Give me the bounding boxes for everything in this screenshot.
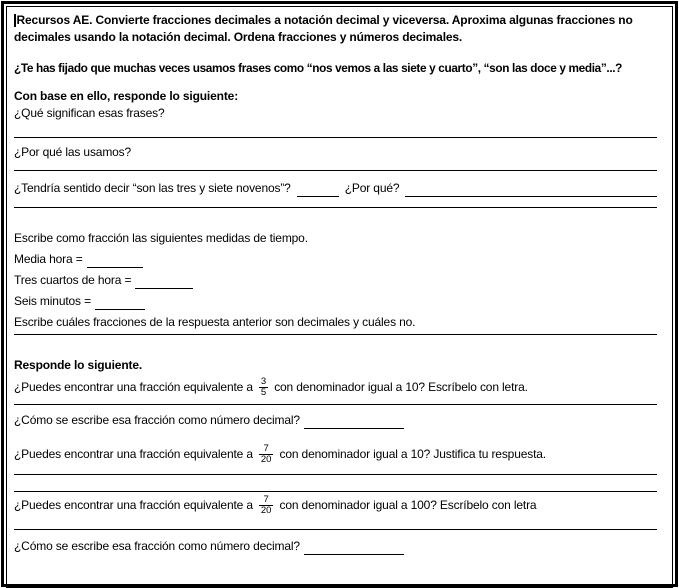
question-decimal-2 [14, 538, 657, 555]
time-item-label: Media hora = [14, 252, 83, 266]
time-instruction: Escribe como fracción las siguientes medidas de tiempo. [14, 231, 308, 245]
question-sense-text: ¿Tendría sentido decir “son las tres y siete novenos”? [14, 181, 291, 195]
answer-blank[interactable] [304, 541, 404, 555]
fraction-7-20 [259, 444, 274, 465]
fraction-denominator: 20 [260, 454, 272, 465]
time-item-media-hora [14, 251, 657, 268]
question-text: con denominador igual a 10? Escríbelo con letra. [274, 380, 528, 394]
question-meaning: ¿Qué significan esas frases? [14, 106, 165, 120]
fraction-numerator: 3 [260, 376, 267, 387]
base-heading: Con base en ello, responde lo siguiente: [14, 89, 239, 103]
lesson-title: Recursos AE. Convierte fracciones decimales a notación decimal y viceversa. Aproxima algunas fracciones no decimales usando la notación decimal. Ordena fracciones y números decimales. [14, 13, 633, 44]
worksheet-content [14, 12, 657, 555]
question-decimal-1 [14, 412, 657, 429]
question-text: ¿Puedes encontrar una fracción equivalente a [14, 380, 253, 394]
answer-line[interactable] [14, 404, 657, 405]
text-cursor [14, 14, 16, 27]
question-text: ¿Puedes encontrar una fracción equivalente a [14, 498, 253, 512]
question-which-decimals: Escribe cuáles fracciones de la respuesta anterior son decimales y cuáles no. [14, 315, 416, 329]
answer-blank[interactable] [304, 415, 404, 429]
question-text: con denominador igual a 100? Escríbelo con letra [279, 498, 537, 512]
time-item-label: Seis minutos = [14, 294, 91, 308]
answer-line[interactable] [14, 137, 657, 138]
question-text: ¿Puedes encontrar una fracción equivalente a [14, 447, 253, 461]
question-equivalent-7-20-den10 [14, 444, 657, 465]
fraction-numerator: 7 [263, 494, 269, 505]
fraction-denominator: 5 [260, 387, 267, 398]
answer-line[interactable] [14, 529, 657, 530]
lesson-title-row [14, 12, 657, 46]
question-equivalent-3-5 [14, 377, 657, 398]
answer-line[interactable] [14, 334, 657, 335]
answer-blank[interactable] [95, 296, 145, 310]
answer-blank[interactable] [87, 254, 143, 268]
answer-blank[interactable] [297, 192, 339, 197]
question-text: con denominador igual a 10? Justifica tu respuesta. [279, 447, 546, 461]
time-item-tres-cuartos [14, 272, 657, 289]
question-sense-why-label: ¿Por qué? [344, 181, 400, 195]
question-text: ¿Cómo se escribe esa fracción como número decimal? [14, 413, 300, 427]
fraction-denominator: 20 [260, 505, 272, 516]
fraction-7-20 [259, 495, 274, 516]
answer-line[interactable] [14, 170, 657, 171]
fraction-numerator: 7 [263, 443, 269, 454]
answer-line[interactable] [14, 474, 657, 475]
answer-blank[interactable] [135, 275, 193, 289]
time-item-seis-minutos [14, 293, 657, 310]
answer-line[interactable] [14, 491, 657, 492]
answer-blank[interactable] [405, 192, 657, 197]
question-sense [14, 180, 657, 197]
question-why-use: ¿Por qué las usamos? [14, 145, 132, 159]
question-text: ¿Cómo se escribe esa fracción como número decimal? [14, 539, 300, 553]
intro-question: ¿Te has fijado que muchas veces usamos frases como “nos vemos a las siete y cuarto”, “son las doce y media”...? [14, 61, 623, 75]
question-equivalent-7-20-den100 [14, 495, 657, 516]
respond-heading: Responde lo siguiente. [14, 358, 143, 372]
answer-line[interactable] [14, 207, 657, 208]
fraction-3-5 [259, 377, 268, 398]
time-item-label: Tres cuartos de hora = [14, 273, 132, 287]
